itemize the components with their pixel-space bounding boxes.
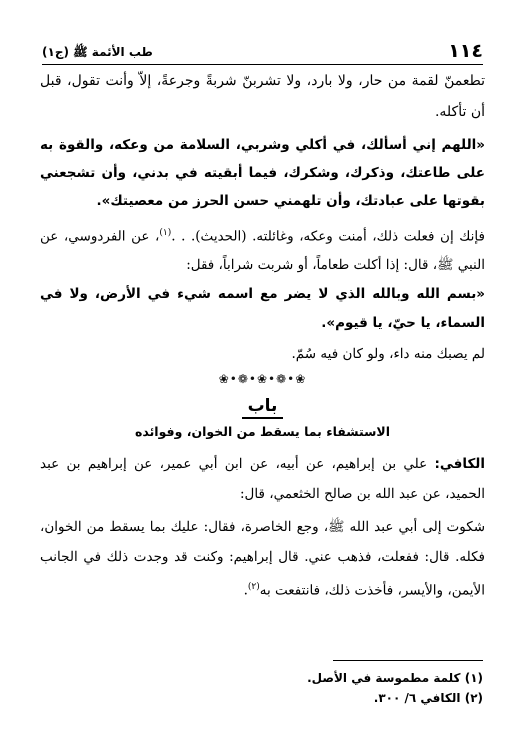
footnote-ref-1[interactable]: (١) (159, 228, 172, 238)
footnote-divider (333, 660, 483, 661)
supplication-1: «اللهم إني أسألك، في أكلي وشربي، السلامة من وعكه، والقوة به على طاعتك، وذكرك، وشكرك، فيما أبقيته في بدني، وأن تشجعني بقوتها على عبادتك، وأن تلهمني حسن الحرز من معصيتك». (40, 137, 485, 209)
footnote-2: (٢) الكافي ٦/ ٣٠٠. (373, 691, 483, 705)
paragraph-hadith (40, 219, 485, 279)
hadith-text-rest: ، عن الفردوسي، عن النبي ﷺ، قال: إذا أكلت طعاماً، أو شربت شراباً، فقل: (40, 228, 485, 273)
narration-text: شكوت إلى أبي عبد الله ﷺ، وجع الخاصرة، فقال: عليك بما يسقط من الخوان، فكله. قال: ففعلت، فذهب عني. قال إبراهيم: وكنت قد وجدت ذلك في الجانب الأيمن، والأيسر، فأخذت ذلك، فانتفعت به (40, 518, 485, 598)
isnad-text: علي بن إبراهيم، عن أبيه، عن ابن أبي عمير، عن إبراهيم بن عبد الحميد، عن عبد الله بن صالح الخثعمي، قال: (40, 455, 485, 502)
paragraph-isnad (40, 449, 485, 509)
running-title: طب الأئمة ﷺ (ج١) (42, 45, 153, 59)
paragraph-narration (40, 512, 485, 606)
footnote-ref-2[interactable]: (٢) (247, 581, 260, 592)
source-name: الكافي: (434, 455, 485, 472)
ornament-divider: ❀•❁•❀•❁•❀ (218, 371, 307, 386)
page-header (42, 38, 483, 65)
chapter-subtitle: الاستشفاء بما يسقط من الخوان، وفوائده (135, 423, 390, 439)
footnote-1: (١) كلمة مطموسة في الأصل. (307, 671, 483, 685)
supplication-2: «بسم الله وبالله الذي لا يضر مع اسمه شيء في الأرض، ولا في السماء، يا حيّ، يا قيوم». (40, 285, 485, 331)
chapter-heading (40, 396, 485, 419)
paragraph-closing: لم يصبك منه داء، ولو كان فيه سُمّ. (291, 345, 485, 362)
narration-end: . (243, 582, 248, 598)
footnotes (42, 668, 483, 708)
page-number: ١١٤ (448, 40, 483, 62)
hadith-text: فإنك إن فعلت ذلك، أمنت وعكه، وغائلته. (الحديث). . . (171, 228, 485, 245)
chapter-title: باب (242, 396, 284, 419)
page-body (40, 66, 485, 605)
paragraph-opening: تطعمنّ لقمة من حار، ولا بارد، ولا تشربنّ شربةً وجرعةً، إلاّ وأنت تقول، قبل أن تأكله. (40, 73, 485, 120)
